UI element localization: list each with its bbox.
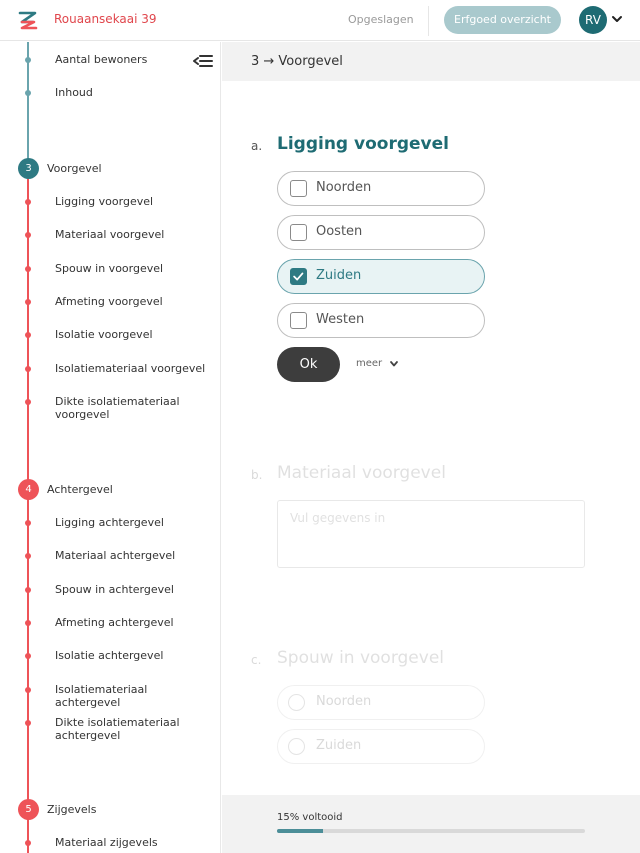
sidebar-section-voorgevel[interactable]: Voorgevel (47, 162, 102, 175)
sidebar-section-achtergevel[interactable]: Achtergevel (47, 483, 113, 496)
header-divider (428, 6, 429, 36)
option-label: Westen (316, 312, 365, 327)
sidebar-item-aantal-bewoners[interactable]: Aantal bewoners (55, 53, 148, 66)
timeline-dot (25, 620, 31, 626)
sidebar-item-materiaal-achtergevel[interactable]: Materiaal achtergevel (55, 549, 176, 562)
materiaal-textarea[interactable] (277, 500, 585, 568)
user-avatar[interactable]: RV (579, 6, 607, 34)
question-letter: c. (251, 653, 262, 667)
ok-button[interactable]: Ok (277, 347, 340, 382)
chevron-down-icon[interactable] (389, 360, 399, 368)
checkbox[interactable] (290, 224, 307, 241)
option-oosten[interactable] (277, 215, 485, 250)
section-number-badge: 5 (18, 799, 39, 820)
breadcrumb: 3 → Voorgevel (251, 54, 343, 69)
timeline-dot (25, 687, 31, 693)
progress-label: 15% voltooid (277, 812, 343, 823)
option-label: Noorden (316, 694, 372, 709)
chevron-down-icon[interactable] (611, 14, 623, 24)
question-title-ligging: Ligging voorgevel (277, 134, 449, 154)
timeline-dot (25, 366, 31, 372)
timeline-dot (25, 90, 31, 96)
main-content (222, 42, 640, 853)
question-title-spouw: Spouw in voorgevel (277, 648, 445, 668)
timeline-dot (25, 399, 31, 405)
more-link[interactable]: meer (356, 358, 383, 369)
app-header (0, 0, 640, 41)
sidebar-navigation (0, 42, 221, 853)
radio-button[interactable] (288, 694, 305, 711)
option-noorden[interactable] (277, 171, 485, 206)
timeline-dot (25, 57, 31, 63)
project-title: Rouaansekaai 39 (54, 12, 157, 26)
timeline-dot (25, 520, 31, 526)
sidebar-item-isolatiemateriaal-achtergevel[interactable]: Isolatiemateriaal achtergevel (55, 683, 148, 709)
sidebar-item-spouw-voorgevel[interactable]: Spouw in voorgevel (55, 262, 164, 275)
option-zuiden[interactable] (277, 729, 485, 764)
checkmark-icon (291, 269, 306, 284)
timeline-dot (25, 587, 31, 593)
question-title-materiaal: Materiaal voorgevel (277, 463, 446, 483)
sidebar-item-dikte-isolatiemateriaal-voorgevel[interactable]: Dikte isolatiemateriaal voorgevel (55, 395, 180, 421)
saved-status: Opgeslagen (348, 13, 414, 26)
sidebar-item-afmeting-voorgevel[interactable]: Afmeting voorgevel (55, 295, 163, 308)
sidebar-item-ligging-voorgevel[interactable]: Ligging voorgevel (55, 195, 154, 208)
progress-track (277, 829, 585, 833)
checkbox[interactable] (290, 312, 307, 329)
option-label: Noorden (316, 180, 372, 195)
checkbox-checked[interactable] (290, 268, 307, 285)
sidebar-item-materiaal-voorgevel[interactable]: Materiaal voorgevel (55, 228, 165, 241)
sidebar-item-ligging-achtergevel[interactable]: Ligging achtergevel (55, 516, 164, 529)
timeline-dot (25, 332, 31, 338)
logo-icon[interactable] (17, 9, 39, 31)
timeline-dot (25, 232, 31, 238)
option-label: Oosten (316, 224, 363, 239)
timeline-dot (25, 553, 31, 559)
sidebar-item-inhoud[interactable]: Inhoud (55, 86, 93, 99)
sidebar-item-spouw-achtergevel[interactable]: Spouw in achtergevel (55, 583, 174, 596)
progress-fill (277, 829, 323, 833)
timeline-dot (25, 299, 31, 305)
section-number-badge: 3 (18, 158, 39, 179)
timeline-dot (25, 653, 31, 659)
option-label: Zuiden (316, 268, 362, 283)
sidebar-item-materiaal-zijgevels[interactable]: Materiaal zijgevels (55, 836, 158, 849)
breadcrumb-bar (222, 42, 640, 81)
textarea-placeholder: Vul gegevens in (290, 511, 386, 525)
option-noorden[interactable] (277, 685, 485, 720)
question-letter: b. (251, 468, 263, 482)
option-zuiden[interactable] (277, 259, 485, 294)
timeline-dot (25, 720, 31, 726)
radio-button[interactable] (288, 738, 305, 755)
sidebar-item-isolatiemateriaal-voorgevel[interactable]: Isolatiemateriaal voorgevel (55, 362, 206, 375)
heritage-overview-button[interactable]: Erfgoed overzicht (444, 6, 561, 34)
timeline-dot (25, 266, 31, 272)
sidebar-item-afmeting-achtergevel[interactable]: Afmeting achtergevel (55, 616, 174, 629)
timeline-dot (25, 840, 31, 846)
section-number-badge: 4 (18, 479, 39, 500)
checkbox[interactable] (290, 180, 307, 197)
option-label: Zuiden (316, 738, 362, 753)
sidebar-item-isolatie-achtergevel[interactable]: Isolatie achtergevel (55, 649, 164, 662)
sidebar-item-isolatie-voorgevel[interactable]: Isolatie voorgevel (55, 328, 153, 341)
option-westen[interactable] (277, 303, 485, 338)
progress-footer (222, 795, 640, 853)
timeline-dot (25, 199, 31, 205)
sidebar-item-dikte-isolatiemateriaal-achtergevel[interactable]: Dikte isolatiemateriaal achtergevel (55, 716, 180, 742)
question-letter: a. (251, 139, 263, 153)
sidebar-section-zijgevels[interactable]: Zijgevels (47, 803, 97, 816)
